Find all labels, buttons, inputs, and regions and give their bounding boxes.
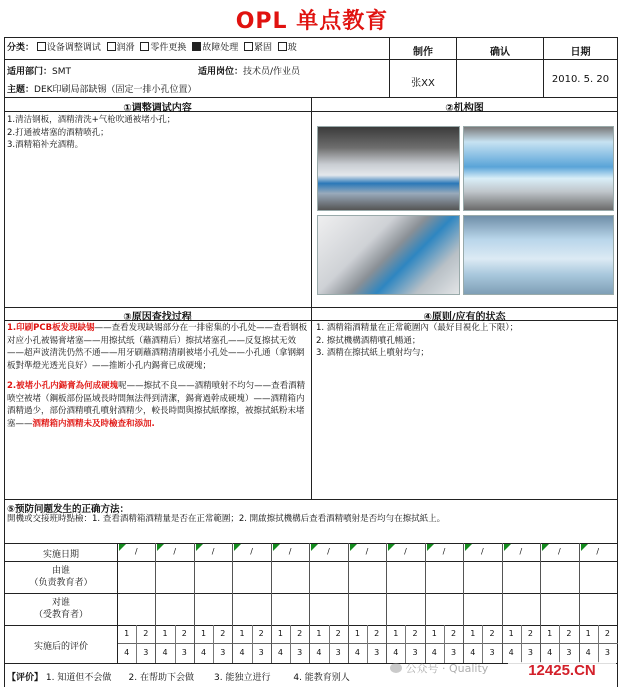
column-divider [463, 543, 464, 663]
eval-score: 3 [220, 648, 226, 657]
eval-score: 2 [258, 629, 264, 638]
date-separator: / [211, 547, 215, 556]
category-option[interactable]: 零件更换 [138, 43, 187, 53]
frame-left [4, 37, 5, 687]
column-divider [540, 543, 541, 663]
list-item: 3. 酒精在擦拭紙上噴射均勻； [316, 348, 429, 358]
column-divider [309, 543, 310, 663]
eval-score: 4 [162, 648, 168, 657]
column-divider [502, 543, 503, 663]
eval-score: 4 [316, 648, 322, 657]
eval-score: 1 [431, 629, 437, 638]
column-divider [579, 543, 580, 663]
list-item: 1.清洁钢板，酒精清洗+气枪吹通被堵小孔； [7, 115, 176, 125]
confirm-label: 确认 [490, 47, 510, 58]
date-separator: / [365, 547, 369, 556]
post-field: 适用岗位：技术员/作业员 [198, 67, 301, 77]
eval-score: 2 [143, 629, 149, 638]
checkbox-icon [278, 42, 287, 51]
eval-score: 2 [604, 629, 610, 638]
eval-score: 2 [566, 629, 572, 638]
eval-score: 1 [508, 629, 514, 638]
eval-score: 2 [335, 629, 341, 638]
eval-score: 4 [393, 648, 399, 657]
eval-score: 4 [431, 648, 437, 657]
checkbox-checked-icon [192, 42, 201, 51]
eval-score: 3 [143, 648, 149, 657]
site-watermark: 12425.CN [508, 662, 616, 684]
date-separator: / [288, 547, 292, 556]
date-separator: / [596, 547, 600, 556]
eval-score: 2 [181, 629, 187, 638]
eval-score: 4 [508, 648, 514, 657]
eval-score: 1 [547, 629, 553, 638]
category-option[interactable]: 故障处理 [189, 43, 238, 53]
eval-score: 3 [489, 648, 495, 657]
list-item: 1. 酒精箱酒精量在正常範圍內（最好目視化上下限）； [316, 323, 519, 333]
eval-score: 3 [566, 648, 572, 657]
eval-score: 2 [412, 629, 418, 638]
eval-score: 2 [374, 629, 380, 638]
section-1-title: ①调整调试内容 [123, 103, 192, 114]
date-separator: / [481, 547, 484, 556]
made-label: 制作 [413, 47, 433, 58]
eval-score: 2 [297, 629, 303, 638]
section-4-title: ④原则/应有的状态 [423, 312, 506, 323]
eval-score: 4 [354, 648, 360, 657]
checkbox-icon [107, 42, 116, 51]
eval-score: 3 [335, 648, 341, 657]
checkbox-icon [140, 42, 149, 51]
section-4-content [316, 322, 616, 360]
eval-score: 3 [258, 648, 264, 657]
eval-score: 1 [354, 629, 360, 638]
eval-score: 4 [200, 648, 207, 657]
date-separator: / [557, 547, 561, 556]
eval-score: 3 [297, 648, 303, 657]
list-item: 2.打通被堵塞的酒精喷孔； [7, 127, 109, 138]
column-divider [271, 543, 272, 663]
eval-score: 2 [527, 629, 533, 638]
date-label: 日期 [570, 47, 591, 58]
eval-score: 1 [470, 629, 476, 638]
eval-score: 4 [470, 648, 476, 657]
eval-score: 1 [124, 629, 130, 638]
mechanism-photo-1 [317, 126, 460, 211]
dept-field: 适用部门：SMT [7, 67, 71, 77]
column-divider [155, 543, 156, 663]
checkbox-icon [244, 42, 253, 51]
category-option[interactable]: 设备调整调试 [37, 43, 101, 53]
mechanism-photo-2 [463, 126, 614, 211]
page-title: OPL 单点教育 [235, 9, 389, 34]
section-3-content [7, 322, 309, 430]
column-divider [194, 543, 195, 663]
category-row [7, 40, 389, 56]
table-by-label: 由谁 （负责教育者） [29, 566, 93, 588]
date-value: 2010. 5. 20 [551, 74, 610, 85]
eval-score: 4 [277, 648, 283, 657]
eval-score: 4 [585, 648, 591, 657]
eval-score: 3 [450, 648, 457, 657]
list-item: 2. 擦拭機構酒精噴孔暢通； [316, 335, 421, 346]
cause-paragraph-1: 1.印刷PCB板发现缺锡——查看发现缺锡部分在一排密集的小孔处——查看钢板对应小孔被锡膏堵塞——用擦拭纸（蘸酒精后）擦拭堵塞孔——反复擦拭无效——超声波清洗仍然不通——用牙刷蘸酒精清刷被堵小孔处——小孔通（拿钢網板對準燈光透光良好）——推断小孔内錫膏已成硬塊； [7, 323, 308, 371]
date-separator: / [134, 547, 138, 556]
mechanism-photo-3 [317, 215, 460, 295]
eval-score: 4 [547, 648, 553, 657]
date-separator: / [250, 547, 253, 556]
list-item: 3.酒精箱补充酒精。 [7, 140, 84, 150]
eval-score: 3 [181, 648, 187, 657]
category-option[interactable]: 紧固 [241, 43, 272, 53]
eval-score: 1 [239, 629, 245, 638]
frame-top [4, 37, 618, 38]
category-option[interactable]: 玻 [275, 43, 297, 53]
eval-score: 2 [450, 629, 457, 638]
eval-score: 4 [124, 648, 130, 657]
eval-score: 2 [489, 629, 495, 638]
section-5-title: ⑤预防问题发生的正确方法： [7, 504, 130, 515]
eval-score: 1 [277, 629, 283, 638]
eval-score: 4 [239, 648, 245, 657]
eval-score: 3 [527, 648, 533, 657]
column-divider [348, 543, 349, 663]
date-separator: / [173, 547, 177, 556]
category-label: 分类： [7, 43, 35, 53]
column-divider [386, 543, 387, 663]
wechat-icon [390, 663, 402, 673]
date-separator: / [327, 547, 330, 556]
checkbox-icon [37, 42, 46, 51]
column-divider [425, 543, 426, 663]
table-date-label: 实施日期 [42, 550, 79, 560]
mechanism-photo-4 [463, 215, 614, 295]
section-1-content [7, 114, 307, 152]
date-separator: / [442, 547, 446, 556]
date-separator: / [404, 547, 407, 556]
section-5-content: 開機或交接班時點檢：1. 查看酒精箱酒精量是否在正常範圍；2. 開啟擦拭機構后查看酒精噴射是否均勻在擦拭紙上。 [7, 514, 446, 524]
section-3-title: ③原因查找过程 [123, 312, 192, 323]
eval-score: 3 [604, 648, 610, 657]
eval-score: 3 [374, 648, 380, 657]
eval-score: 1 [316, 629, 322, 638]
date-separator: / [519, 547, 523, 556]
topic-field: 主题：DEK印刷局部缺锡（固定一排小孔位置） [7, 85, 197, 95]
eval-score: 1 [162, 629, 168, 638]
column-divider [232, 543, 233, 663]
frame-right [617, 37, 618, 687]
section-2-title: ②机构图 [445, 103, 484, 114]
footer-evaluation: 【评价】 1. 知道但不会做 2. 在帮助下会做 3. 能独立进行 4. 能教育别人 [7, 673, 350, 683]
table-to-label: 对谁 （受教育者） [33, 598, 88, 620]
table-eval-label: 实施后的评价 [33, 642, 88, 652]
eval-score: 3 [412, 648, 418, 657]
eval-score: 1 [393, 629, 399, 638]
eval-score: 1 [200, 629, 207, 638]
eval-score: 2 [220, 629, 226, 638]
made-value: 张XX [411, 78, 435, 89]
cause-paragraph-2: 2.被堵小孔内錫膏為何成硬塊呢——擦拭不良——酒精喷射不均匀——查看酒精喷空被堵（鋼板部份區域長時間無法得到清潔，錫膏過幹成硬塊）——酒精箱内酒精過少，部份酒精噴孔噴射酒精少，較長時間與擦拭紙摩擦，被擦拭紙粉末堵塞——酒精箱内酒精未及時檢查和添加. [7, 381, 306, 429]
watermark: 公众号 · Quality [390, 660, 618, 688]
eval-score: 1 [585, 629, 591, 638]
category-option[interactable]: 润滑 [104, 43, 135, 53]
